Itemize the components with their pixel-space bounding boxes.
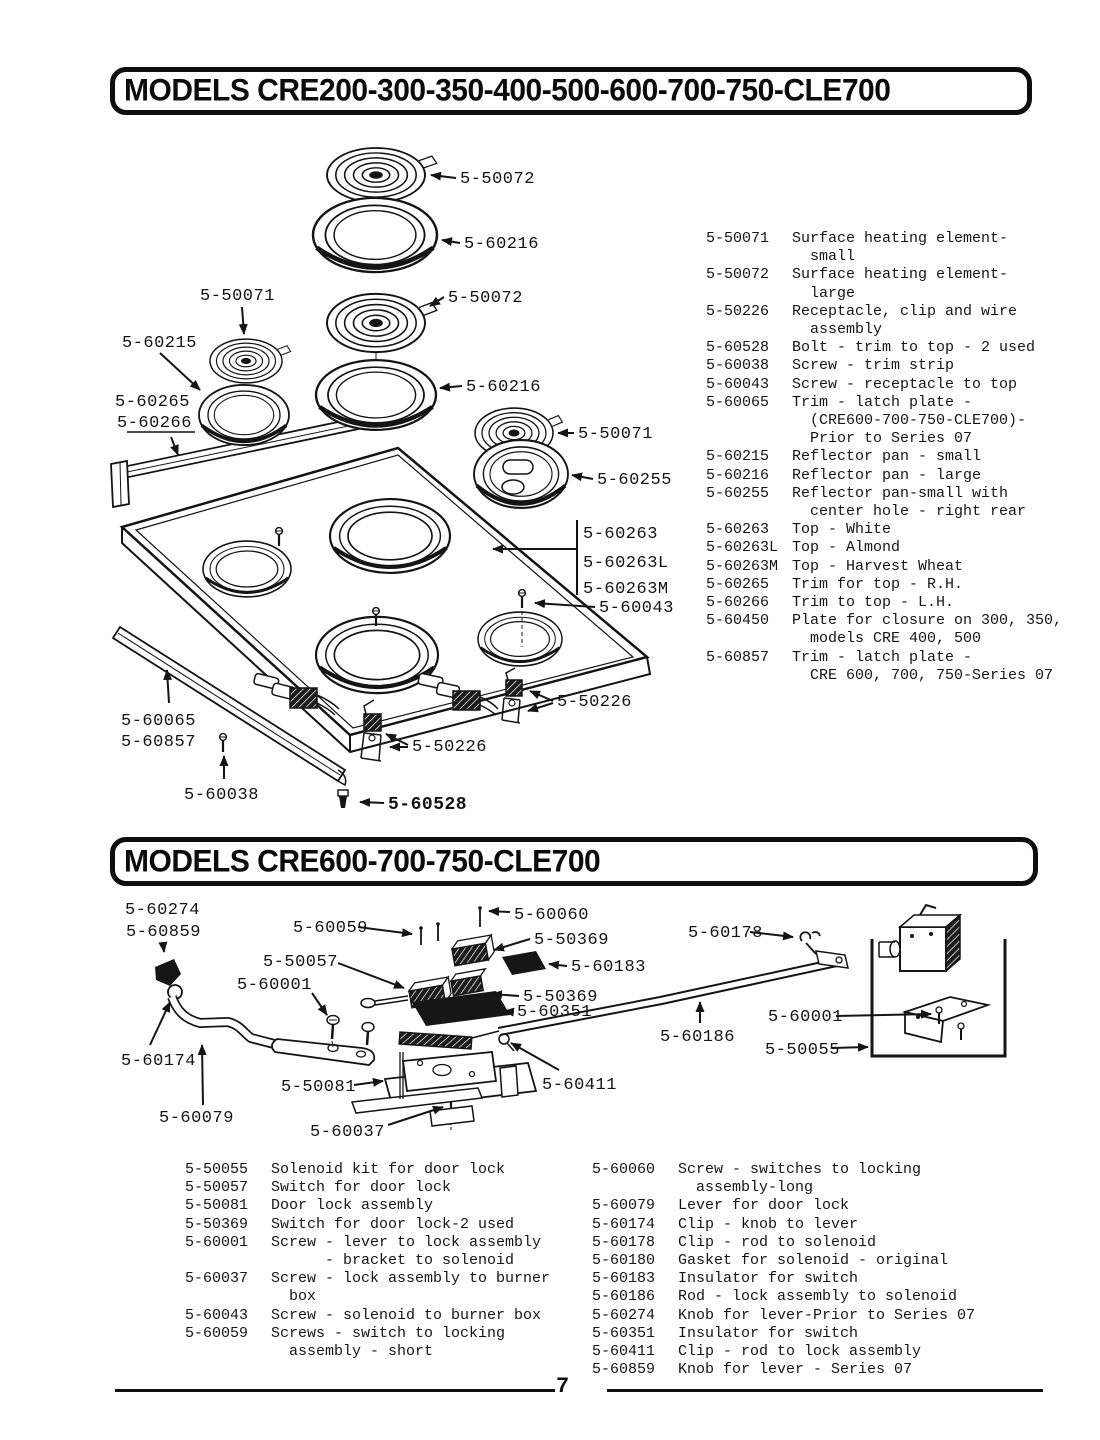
- part-number: 5-60037: [185, 1270, 249, 1288]
- part-description: Clip - knob to lever: [678, 1215, 859, 1233]
- part-row: [706, 376, 1078, 394]
- part-number: 5-60411: [592, 1343, 656, 1361]
- part-row: [706, 467, 1078, 485]
- callout-label: 5-60215: [122, 334, 197, 353]
- door-lock-switch: [450, 969, 489, 996]
- part-number: 5-60450: [706, 612, 770, 630]
- part-description: Screw - switches to locking assembly-long: [678, 1161, 922, 1197]
- callout-label: 5-50072: [448, 289, 523, 308]
- part-description: Top - Harvest Wheat: [792, 557, 964, 575]
- part-description: Switch for door lock: [271, 1179, 452, 1197]
- section2-title-bar: [110, 837, 1038, 886]
- part-number: 5-50055: [185, 1161, 249, 1178]
- part-number: 5-60263M: [706, 557, 779, 575]
- callout-label: 5-60216: [466, 378, 541, 397]
- part-number: 5-60186: [592, 1288, 656, 1306]
- lock-spring: [399, 1032, 472, 1049]
- part-row: [592, 1216, 1062, 1234]
- part-description: Door lock assembly: [271, 1197, 434, 1215]
- part-number: 5-60043: [185, 1306, 249, 1324]
- part-description: Surface heating element- large: [792, 266, 1009, 302]
- callout-label: 5-60043: [599, 599, 674, 618]
- callout-label: 5-60528: [388, 795, 468, 815]
- door-lock-assembly-base: [352, 1032, 536, 1126]
- part-number: 5-60263: [706, 521, 770, 539]
- part-number: 5-60274: [592, 1306, 656, 1324]
- part-row: [706, 485, 1078, 521]
- part-row: [185, 1325, 585, 1361]
- callout-label: 5-60255: [597, 471, 672, 490]
- part-description: Screw - lever to lock assembly - bracket to solenoid: [271, 1233, 542, 1270]
- callout-label: 5-60038: [184, 786, 259, 805]
- part-row: [706, 448, 1078, 466]
- lever-arm: [272, 1039, 374, 1065]
- callout-label: 5-60037: [310, 1123, 385, 1142]
- part-description: Knob for lever - Series 07: [678, 1361, 913, 1379]
- part-description: Rod - lock assembly to solenoid: [678, 1288, 958, 1306]
- part-number: 5-50071: [706, 230, 770, 247]
- part-description: Bolt - trim to top - 2 used: [792, 339, 1036, 357]
- part-row: [592, 1343, 1062, 1361]
- part-number: 5-60857: [706, 648, 770, 666]
- part-row: [592, 1288, 1062, 1306]
- callout-label: 5-50369: [523, 988, 598, 1007]
- burner-coil-small-left: [210, 339, 291, 383]
- part-row: [706, 357, 1078, 375]
- part-number: 5-60216: [706, 466, 770, 484]
- part-row: [185, 1197, 585, 1215]
- part-row: [706, 649, 1078, 685]
- part-row: [706, 521, 1078, 539]
- callout-label: 5-60178: [688, 924, 763, 943]
- callout-label: 5-60263M: [583, 580, 669, 599]
- part-number: 5-60528: [706, 339, 770, 357]
- part-description: Screws - switch to locking assembly - short: [271, 1324, 506, 1361]
- part-number: 5-60265: [706, 575, 770, 593]
- part-description: Screw - receptacle to top: [792, 375, 1018, 393]
- diagram-door-lock-assembly: [100, 895, 1020, 1165]
- reflector-pan-large-mid: [316, 360, 436, 430]
- part-number: 5-60859: [592, 1361, 656, 1379]
- part-description: Switch for door lock-2 used: [271, 1215, 515, 1233]
- part-description: Screw - trim strip: [792, 357, 955, 375]
- part-row: [706, 230, 1078, 266]
- callout-label: 5-60001: [768, 1008, 843, 1027]
- part-row: [185, 1216, 585, 1234]
- part-description: Plate for closure on 300, 350, models CRE 400, 500: [792, 612, 1063, 648]
- door-lock-switch: [451, 935, 496, 966]
- part-number: 5-60351: [592, 1324, 656, 1342]
- part-row: [592, 1161, 1062, 1197]
- solenoid: [879, 905, 960, 971]
- part-row: [706, 576, 1078, 594]
- part-number: 5-50226: [706, 302, 770, 320]
- callout-label: 5-50071: [578, 425, 653, 444]
- part-description: Receptacle, clip and wire assembly: [792, 302, 1018, 339]
- callout-label: 5-60351: [517, 1003, 592, 1022]
- callout-label: 5-50055: [765, 1041, 840, 1060]
- part-description: Reflector pan-small with center hole - right rear: [792, 484, 1027, 521]
- part-row: [592, 1325, 1062, 1343]
- part-number: 5-60266: [706, 594, 770, 612]
- footer-rule-right: [607, 1389, 1043, 1392]
- switch-insulator: [502, 951, 546, 975]
- callout-label: 5-50081: [281, 1078, 356, 1097]
- solenoid-bracket: [905, 997, 988, 1042]
- part-row: [706, 339, 1078, 357]
- callout-label: 5-60411: [542, 1076, 617, 1095]
- callout-label: 5-60263: [583, 525, 658, 544]
- burner-coil-large-mid: [327, 294, 437, 352]
- part-description: Insulator for switch: [678, 1324, 859, 1342]
- part-description: Screw - lock assembly to burner box: [271, 1270, 551, 1306]
- part-description: Clip - rod to solenoid: [678, 1233, 877, 1251]
- callout-label: 5-60060: [514, 906, 589, 925]
- callout-label: 5-60857: [121, 733, 196, 752]
- part-number: 5-60043: [706, 375, 770, 393]
- part-row: [592, 1234, 1062, 1252]
- trim-bolt: [338, 790, 348, 808]
- part-row: [592, 1307, 1062, 1325]
- part-description: Gasket for solenoid - original: [678, 1252, 949, 1270]
- part-number: 5-60065: [706, 393, 770, 411]
- part-row: [185, 1307, 585, 1325]
- part-row: [706, 539, 1078, 557]
- part-row: [592, 1270, 1062, 1288]
- part-row: [706, 303, 1078, 339]
- part-number: 5-60178: [592, 1233, 656, 1251]
- reflector-pan-large-top: [313, 198, 437, 272]
- part-row: [185, 1179, 585, 1197]
- part-row: [592, 1252, 1062, 1270]
- part-description: Reflector pan - large: [792, 466, 982, 484]
- callout-label: 5-60186: [660, 1028, 735, 1047]
- part-number: 5-60263L: [706, 539, 779, 557]
- part-number: 5-60060: [592, 1161, 656, 1178]
- part-number: 5-60174: [592, 1215, 656, 1233]
- callout-label: 5-50226: [412, 738, 487, 757]
- callout-label: 5-60079: [159, 1109, 234, 1128]
- part-row: [706, 594, 1078, 612]
- reflector-pan-center-hole: [474, 440, 568, 508]
- part-description: Screw - solenoid to burner box: [271, 1306, 542, 1324]
- part-number: 5-50057: [185, 1179, 249, 1197]
- part-description: Trim - latch plate - (CRE600-700-750-CLE700)- Prior to Series 07: [792, 393, 1027, 448]
- part-number: 5-60183: [592, 1270, 656, 1288]
- callout-label: 5-60266: [117, 414, 192, 433]
- callout-label: 5-60263L: [583, 554, 669, 573]
- callout-label: 5-60059: [293, 919, 368, 938]
- part-number: 5-60038: [706, 357, 770, 375]
- part-row: [706, 394, 1078, 449]
- callout-label: 5-50071: [200, 287, 275, 306]
- part-row: [185, 1270, 585, 1306]
- diagram-cooktop-exploded: [100, 135, 700, 830]
- parts-list-section2-left: [185, 1161, 585, 1361]
- part-row: [592, 1197, 1062, 1215]
- part-number: 5-60059: [185, 1324, 249, 1342]
- callout-label: 5-60065: [121, 712, 196, 731]
- part-description: Top - Almond: [792, 539, 901, 557]
- callout-label: 5-60174: [121, 1052, 196, 1071]
- part-description: Knob for lever-Prior to Series 07: [678, 1306, 976, 1324]
- part-description: Lever for door lock: [678, 1197, 850, 1215]
- section1-title: MODELS CRE200-300-350-400-500-600-700-750-CLE700: [124, 73, 891, 108]
- part-number: 5-60079: [592, 1197, 656, 1215]
- part-number: 5-60001: [185, 1233, 249, 1251]
- part-description: Insulator for switch: [678, 1270, 859, 1288]
- part-number: 5-60215: [706, 448, 770, 466]
- part-description: Clip - rod to lock assembly: [678, 1343, 922, 1361]
- part-row: [706, 558, 1078, 576]
- burner-coil-large-top: [327, 148, 437, 202]
- reflector-pan-small-left: [199, 385, 289, 445]
- callout-label: 5-60183: [571, 958, 646, 977]
- part-number: 5-60180: [592, 1252, 656, 1270]
- part-description: Solenoid kit for door lock: [271, 1161, 506, 1178]
- part-description: Trim for top - R.H.: [792, 575, 964, 593]
- part-row: [185, 1234, 585, 1270]
- lever-and-knob: [155, 959, 374, 1065]
- section2-title: MODELS CRE600-700-750-CLE700: [124, 843, 601, 879]
- part-row: [706, 612, 1078, 648]
- callout-label: 5-50369: [534, 931, 609, 950]
- callout-label: 5-60216: [464, 235, 539, 254]
- callout-label: 5-50057: [263, 953, 338, 972]
- part-description: Top - White: [792, 521, 892, 539]
- callout-label: 5-60274: [125, 901, 200, 920]
- page-number: 7: [556, 1374, 570, 1399]
- part-number: 5-60255: [706, 484, 770, 502]
- part-description: Surface heating element- small: [792, 230, 1009, 266]
- part-number: 5-50369: [185, 1215, 249, 1233]
- part-description: Trim - latch plate - CRE 600, 700, 750-Series 07: [792, 648, 1054, 684]
- part-number: 5-50081: [185, 1197, 249, 1215]
- callout-label: 5-50226: [557, 693, 632, 712]
- callout-label: 5-60001: [237, 976, 312, 995]
- callout-label: 5-60265: [115, 393, 190, 412]
- part-row: [592, 1361, 1062, 1379]
- part-row: [706, 266, 1078, 302]
- section1-title-bar: [110, 67, 1032, 115]
- callout-label: 5-50072: [460, 170, 535, 189]
- part-description: Trim to top - L.H.: [792, 594, 955, 612]
- knob: [155, 959, 181, 986]
- part-row: [185, 1161, 585, 1179]
- callout-label: 5-60859: [126, 923, 201, 942]
- part-number: 5-50072: [706, 266, 770, 284]
- solenoid-inset: [872, 905, 1005, 1056]
- part-description: Reflector pan - small: [792, 448, 982, 466]
- footer-rule-left: [115, 1389, 555, 1392]
- parts-list-section2-right: [592, 1161, 1062, 1379]
- parts-list-section1: [706, 230, 1078, 685]
